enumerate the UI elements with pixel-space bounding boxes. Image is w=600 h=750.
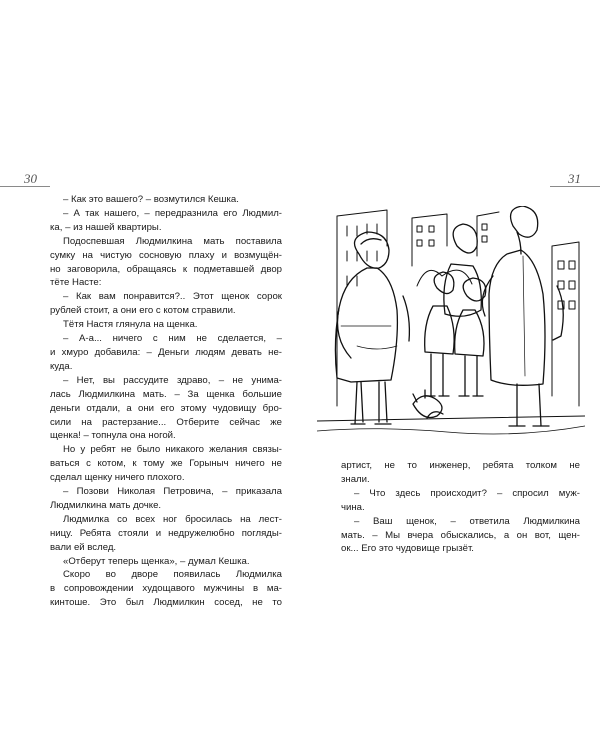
- text-line: Тётя Настя глянула на щенка.: [63, 319, 198, 331]
- text-line: сделал щенку ничего плохого.: [50, 472, 185, 484]
- text-line: в сопровождении худощавого мужчины в ма-: [50, 583, 282, 595]
- text-line: – Как вам понравится?.. Этот щенок сорок: [63, 291, 282, 303]
- header-rule: [550, 186, 600, 187]
- text-line: рублей стоит, а они его с котом стравили.: [50, 305, 236, 317]
- text-line: Подоспевшая Людмилкина мать поставила: [63, 235, 282, 247]
- text-line: знали.: [341, 473, 370, 485]
- text-line: тёте Насте:: [50, 277, 102, 289]
- text-line: – Как это вашего? – возмутился Кешка.: [63, 194, 239, 205]
- text-line: Но у ребят не было никакого желания связы-: [63, 444, 282, 456]
- text-line: сумку на чистую сосновую плаху и возмущён-: [50, 249, 282, 261]
- text-line: лась Людмилкина мать. – За щенка большие: [50, 388, 282, 400]
- text-line: куда.: [50, 360, 73, 372]
- page-number: 30: [24, 171, 37, 186]
- text-line: Скоро во дворе появилась Людмилка: [63, 569, 282, 581]
- text-line: артист, не то инженер, ребята толком не: [341, 460, 580, 471]
- text-line: – Что здесь происходит? – спросил муж-: [354, 487, 580, 499]
- text-line: деньги отдали, а они его этому чудовищу бро-: [50, 402, 282, 414]
- text-line: Людмилкина мать дочке.: [50, 499, 162, 511]
- text-line: «Отберут теперь щенка», – думал Кешка.: [63, 555, 250, 567]
- text-line: ваться с котом, к тому же Горыныч ничего не: [50, 458, 282, 470]
- text-line: – Позови Николая Петровича, – приказала: [63, 486, 282, 498]
- text-line: – А так нашего, – передразнила его Людмил-: [63, 207, 282, 219]
- text-line: – Нет, вы рассудите здраво, – не унима-: [63, 374, 282, 386]
- text-line: но заговорила, обращаясь к подметавшей двор: [50, 263, 282, 275]
- text-line: щенка! – топнула она ногой.: [50, 430, 176, 442]
- header-rule: [0, 186, 50, 187]
- body-text: [341, 459, 580, 556]
- text-line: мать. – Мы вчера обыскались, а он вот, щен-: [341, 529, 580, 541]
- background-buildings: [337, 210, 579, 406]
- text-line: чина.: [341, 501, 365, 513]
- text-line: – Ваш щенок, – ответила Людмилкина: [354, 515, 580, 527]
- text-line: ка, – из нашей квартиры.: [50, 221, 162, 233]
- page-number: 31: [568, 171, 581, 186]
- body-text: [50, 193, 282, 610]
- right-page: [300, 0, 600, 750]
- text-line: вали ей вслед.: [50, 541, 117, 553]
- illustration-people-in-courtyard: [317, 206, 585, 438]
- text-line: ницу. Ребята стояли и недружелюбно погляды-: [50, 527, 282, 539]
- text-line: сили на растерзание... Отберите сейчас же: [50, 416, 282, 428]
- text-line: ок... Его это чудовище грызёт.: [341, 543, 474, 555]
- text-line: – А-а... ничего с ним не сделается, –: [63, 333, 282, 345]
- text-line: кинтоше. Это был Людмилкин сосед, не то: [50, 597, 282, 609]
- text-line: Людмилка со всех ног бросилась на лест-: [63, 513, 282, 525]
- dog-and-cat: [413, 390, 443, 418]
- text-line: и хмуро добавила: – Деньги людям девать не-: [50, 346, 282, 358]
- man-right: [482, 206, 563, 426]
- child-boy: [425, 272, 454, 396]
- woman-back: [444, 224, 481, 316]
